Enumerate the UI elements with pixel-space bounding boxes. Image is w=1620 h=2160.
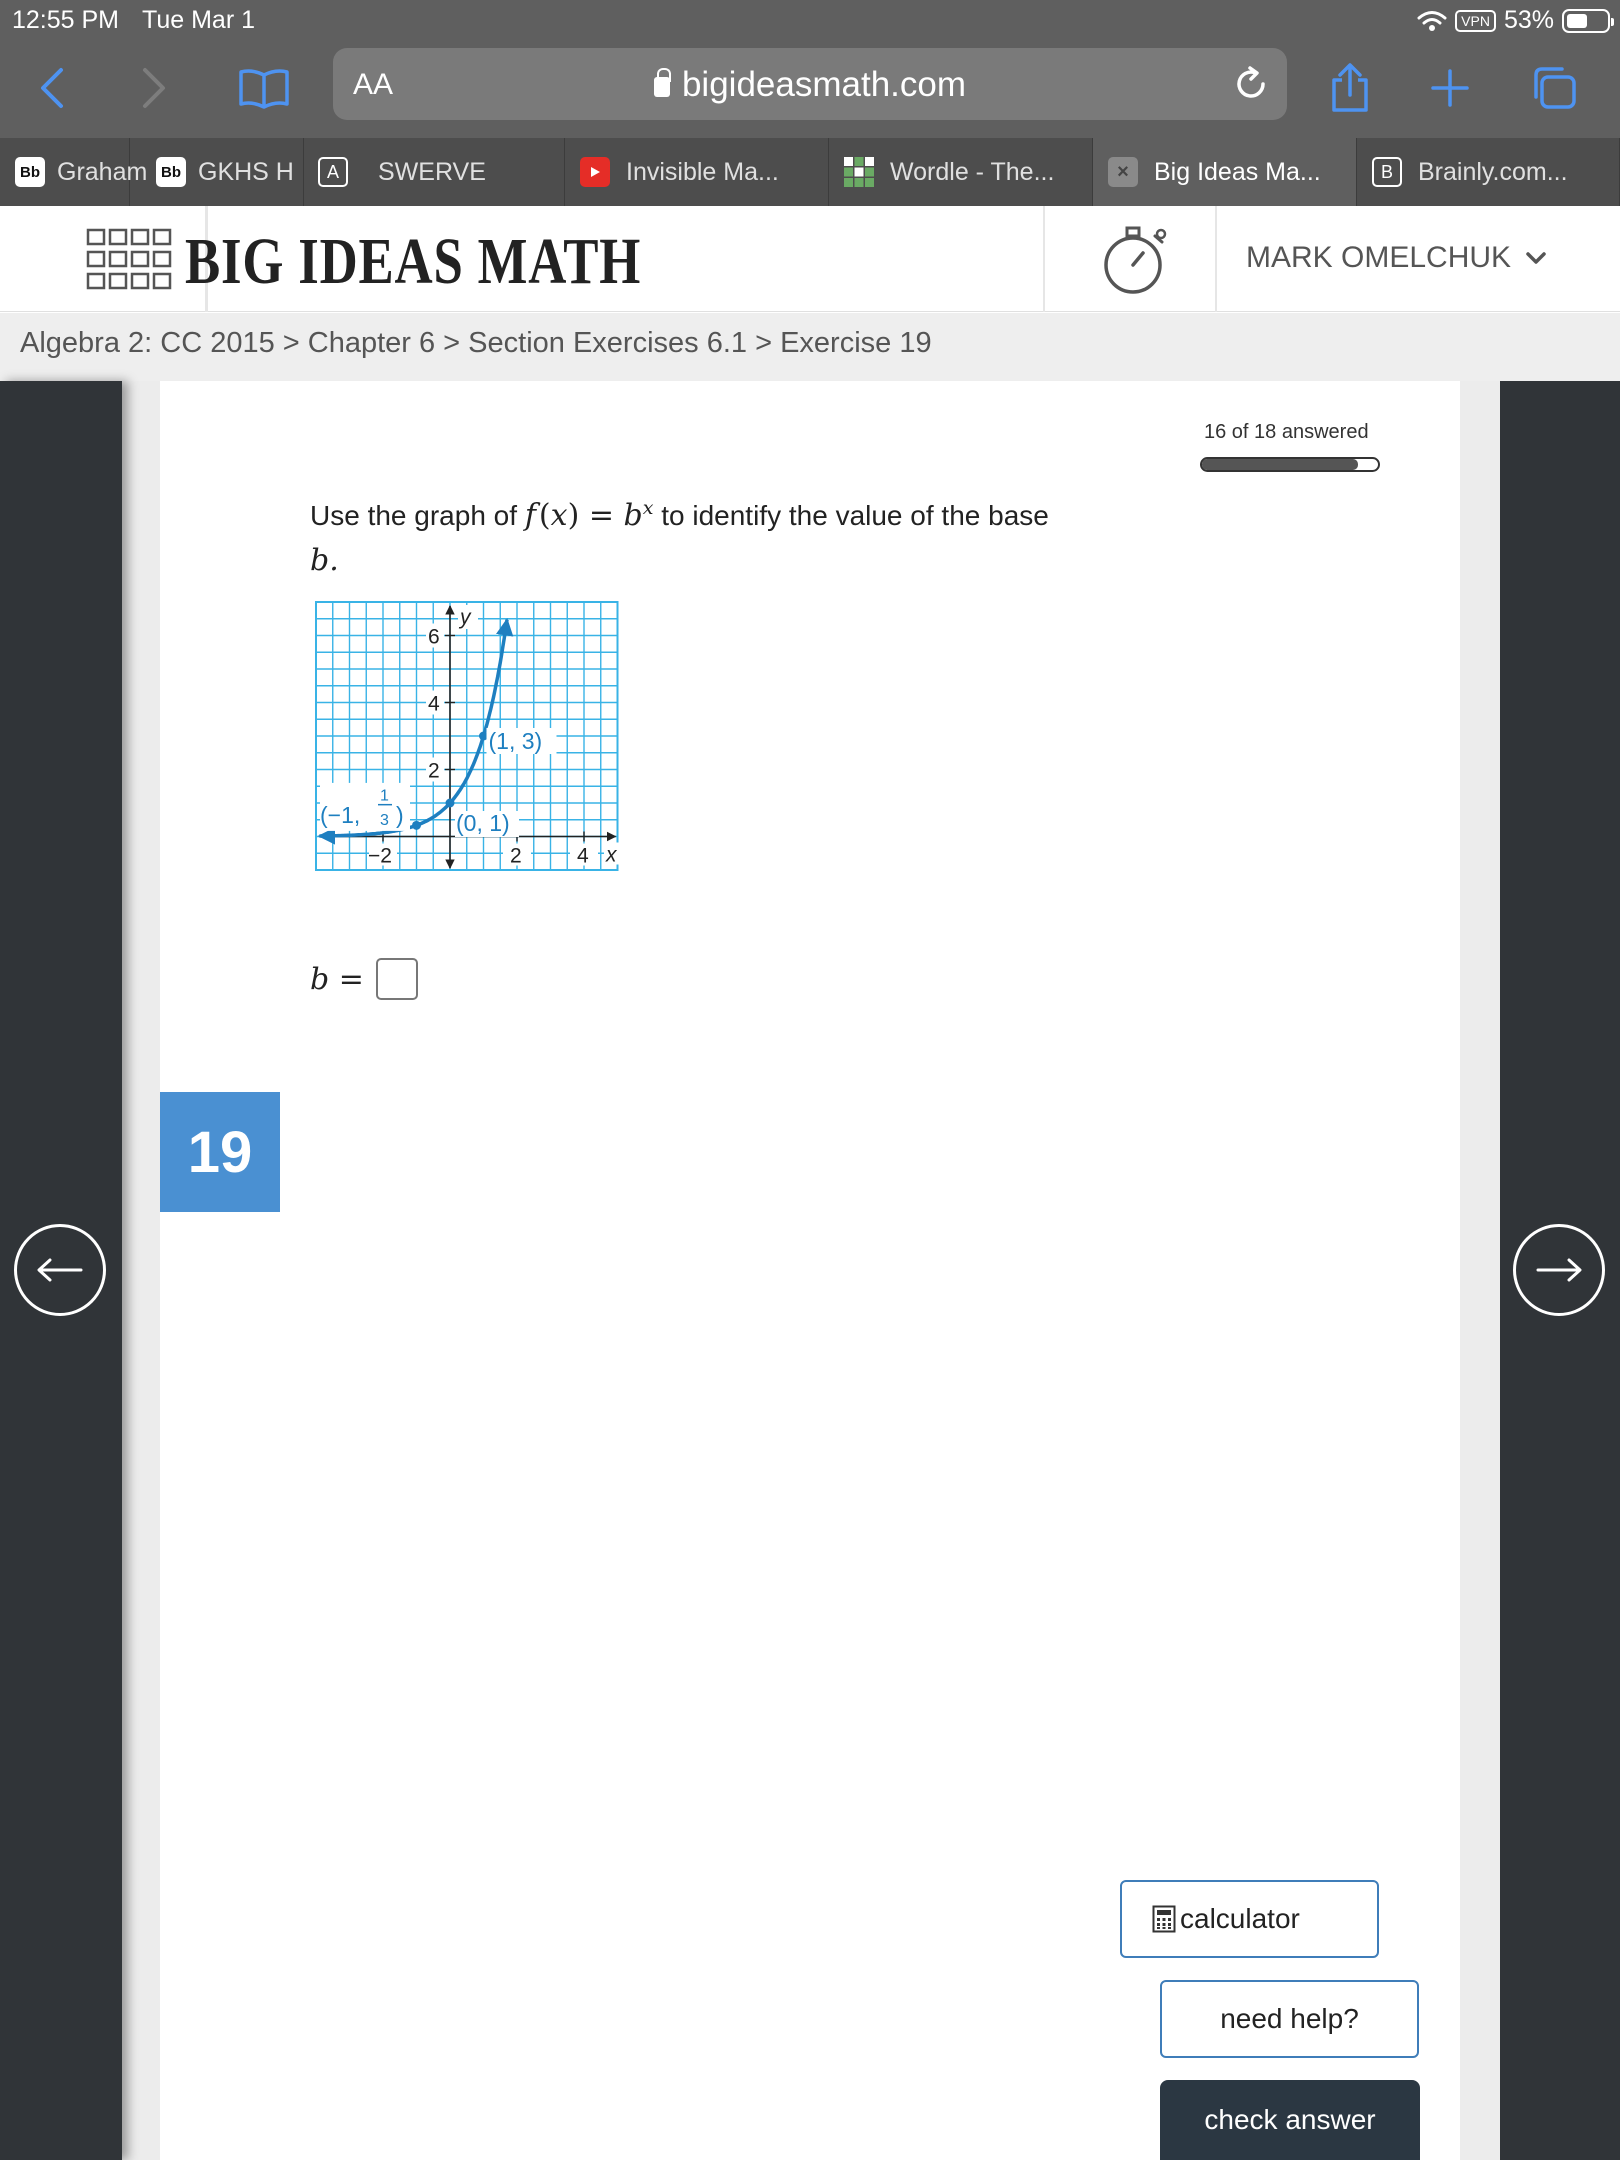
vpn-badge: VPN [1455, 10, 1496, 32]
text-size-button[interactable]: AA [353, 68, 394, 101]
question-text [310, 486, 1110, 583]
tab-invisible-math[interactable] [565, 138, 829, 206]
tab-label: Graham [57, 157, 148, 186]
url-text: bigideasmath.com [681, 65, 967, 104]
x-tick-label: 2 [510, 844, 522, 868]
question-variable: b. [310, 543, 339, 578]
status-bar [0, 0, 1620, 40]
tab-gkhs[interactable] [141, 138, 304, 206]
tab-overview-button[interactable] [1524, 58, 1584, 118]
tab-brainly[interactable] [1357, 138, 1620, 206]
fraction-numerator: 1 [380, 787, 389, 805]
battery-icon [1562, 9, 1610, 33]
user-name: MARK OMELCHUK [1246, 241, 1512, 274]
header-divider [1215, 206, 1217, 312]
fraction-denominator: 3 [380, 812, 389, 830]
youtube-icon [580, 157, 610, 187]
function-expression: f $(x) = b^x$ [524, 497, 654, 533]
answer-label: b = [310, 961, 364, 997]
tab-label: Invisible Ma... [626, 157, 779, 186]
question-suffix: to identify the value of the base [661, 500, 1049, 531]
breadcrumb[interactable]: Algebra 2: CC 2015 > Chapter 6 > Section Exercises 6.1 > Exercise 19 [0, 313, 1620, 381]
answer-row [310, 958, 418, 1000]
plus-icon [1430, 68, 1470, 108]
tab-label: Brainly.com... [1418, 157, 1568, 186]
site-logo[interactable]: BIG IDEAS MATH [185, 225, 642, 298]
exercise-number-badge: 19 [160, 1092, 280, 1212]
share-button[interactable] [1320, 58, 1380, 118]
answer-input[interactable] [376, 958, 418, 1000]
b-favicon-icon: B [1372, 157, 1402, 187]
share-icon [1328, 62, 1372, 114]
tab-label: Big Ideas Ma... [1154, 157, 1321, 186]
reload-button[interactable] [1229, 62, 1273, 111]
calculator-icon [1152, 1905, 1176, 1933]
forward-button[interactable] [124, 58, 184, 118]
point-label: (1, 3) [488, 728, 543, 754]
point-label: (−1, [320, 802, 361, 829]
point-label: (0, 1) [456, 810, 510, 836]
progress-label: 16 of 18 answered [1204, 421, 1369, 443]
data-point [446, 799, 455, 808]
arrow-right-icon [1534, 1257, 1584, 1283]
tab-label: SWERVE [378, 157, 486, 186]
book-icon [238, 67, 290, 109]
back-button[interactable] [22, 58, 82, 118]
tab-graham[interactable] [0, 138, 148, 206]
tab-big-ideas-math[interactable] [1093, 138, 1357, 206]
calculator-label: calculator [1180, 1903, 1300, 1934]
x-tick-label: 4 [577, 844, 589, 868]
y-tick-label: 2 [428, 759, 440, 783]
user-menu[interactable] [1246, 241, 1547, 275]
address-bar[interactable] [333, 48, 1287, 120]
chevron-left-icon [37, 66, 67, 110]
tab-label: GKHS H [198, 157, 294, 186]
blackboard-icon: Bb [156, 157, 186, 187]
data-point [412, 821, 421, 830]
browser-toolbar [0, 40, 1620, 138]
status-time: 12:55 PM [12, 6, 120, 34]
y-axis-label: y [460, 606, 471, 629]
progress-bar [1200, 457, 1380, 472]
next-exercise-button[interactable] [1513, 1224, 1605, 1316]
tab-wordle[interactable] [829, 138, 1093, 206]
x-axis-label: x [606, 843, 617, 867]
chevron-right-icon [139, 66, 169, 110]
y-tick-label: 4 [428, 692, 440, 716]
content-gutter [122, 381, 160, 2160]
exponential-graph [314, 600, 622, 876]
chevron-down-icon [1525, 251, 1547, 265]
header-divider [1043, 206, 1045, 312]
calculator-button[interactable] [1120, 1880, 1379, 1958]
battery-percent: 53% [1503, 6, 1554, 34]
bookmarks-button[interactable] [234, 58, 294, 118]
need-help-button[interactable]: need help? [1160, 1980, 1419, 2058]
x-tick-label: −2 [368, 844, 392, 868]
arrow-left-icon [35, 1257, 85, 1283]
tab-strip [0, 138, 1620, 206]
stopwatch-icon[interactable] [1100, 222, 1170, 296]
tab-swerve[interactable] [303, 138, 565, 206]
question-intro: Use the graph of [310, 500, 518, 531]
site-header [0, 206, 1620, 312]
wordle-grid-icon [844, 157, 874, 187]
close-tab-button[interactable]: × [1108, 157, 1138, 187]
content-gutter [1460, 381, 1500, 2160]
lock-icon [654, 77, 670, 97]
tab-label: Wordle - The... [890, 157, 1055, 186]
status-date: Tue Mar 1 [142, 6, 256, 34]
tabs-icon [1530, 65, 1578, 111]
reload-icon [1229, 62, 1273, 106]
logo-grid-icon [86, 228, 174, 290]
blackboard-icon: Bb [15, 157, 45, 187]
wifi-icon [1417, 9, 1447, 33]
a-favicon-icon: A [318, 157, 348, 187]
previous-exercise-button[interactable] [14, 1224, 106, 1316]
y-tick-label: 6 [428, 625, 440, 649]
point-label-paren: ) [396, 802, 404, 829]
check-answer-button[interactable]: check answer [1160, 2080, 1420, 2160]
new-tab-button[interactable] [1420, 58, 1480, 118]
